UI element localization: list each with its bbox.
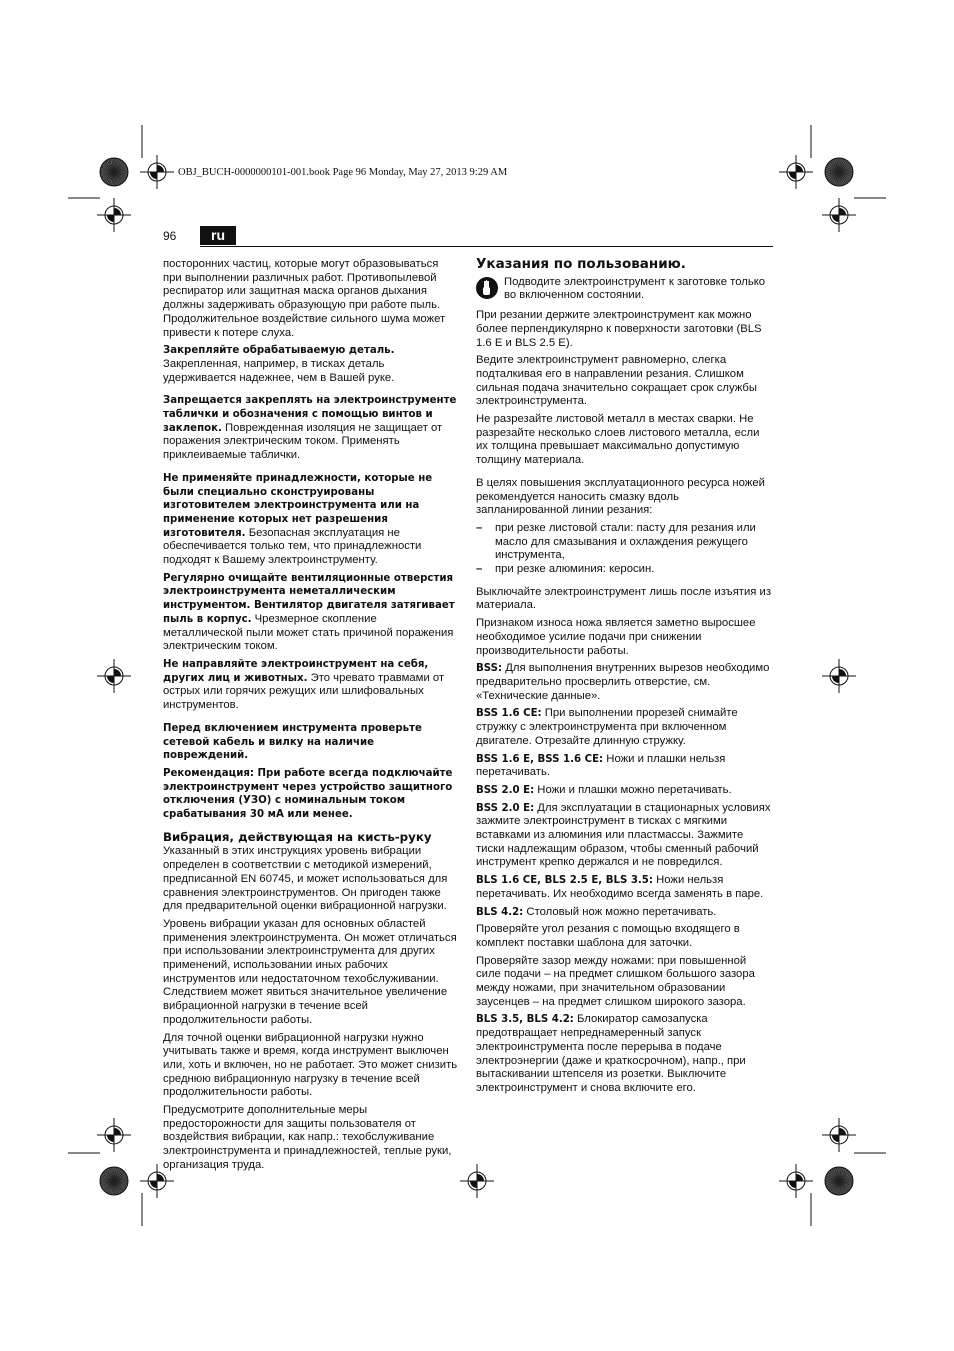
paragraph: BSS: Для выполнения внутренних вырезов необходимо предварительно просверлить отверстие, см. «Технические данные».	[476, 662, 770, 702]
paragraph: BSS 2.0 E: Ножи и плашки можно перетачивать.	[476, 783, 732, 796]
safety-note-text: Подводите электроинструмент к заготовке только во включенном состоянии.	[504, 275, 766, 302]
paragraph: BSS 1.6 CE: При выполнении прорезей снимайте стружку с электроинструмента при включенном двигателе. Отрезайте длинную стружку.	[476, 707, 738, 747]
registration-target	[97, 1118, 131, 1152]
starburst-mark	[100, 158, 128, 186]
paragraph: BLS 4.2: Столовый нож можно перетачивать.	[476, 905, 717, 918]
language-tag: ru	[200, 226, 236, 245]
paragraph: Не применяйте принадлежности, которые не были специально сконструированы изготовителем электроинструмента или на применение которых нет разрешения изготовителя. Безопасная эксплуатация не обеспечивается только тем, что принадлежности подходят к Вашему электроинструменту.	[163, 472, 433, 567]
paragraph: BLS 1.6 CE, BLS 2.5 E, BLS 3.5: Ножи нельзя перетачивать. Их необходимо всегда заменять в паре.	[476, 874, 764, 900]
paragraph: Ведите электроинструмент равномерно, слегка подталкивая его в направлении резания. Слишком сильная подача значительно сокращает срок службы электроинструмента.	[476, 354, 757, 408]
registration-target	[140, 155, 174, 189]
page-number: 96	[163, 229, 177, 243]
lubrication-list	[476, 522, 774, 577]
safety-note	[476, 276, 774, 303]
paragraph: При резании держите электроинструмент как можно более перпендикулярно к поверхности заготовки (BLS 1.6 E и BLS 2.5 E).	[476, 309, 762, 349]
paragraph: BLS 3.5, BLS 4.2: Блокиратор самозапуска предотвращает непреднамеренный запуск электроинструмента после перерыва в подаче электроэнергии (даже и краткосрочном), напр., при вытаскивании штепселя из розетки. Выключите электроинструмент и снова включите его.	[476, 1013, 746, 1094]
paragraph: посторонних частиц, которые могут образовываться при выполнении различных работ. Противопылевой респиратор или защитная маска органов дыхания должны задерживать образующую при работе пыль. Продолжительное воздействие сильного шума может привести к потере слуха.	[163, 258, 446, 339]
paragraph: Перед включением инструмента проверьте сетевой кабель и вилку на наличие повреждений.	[163, 722, 422, 762]
list-item: – при резке листовой стали: пасту для резания или масло для смазывания и охлаждения режущего инструмента,	[476, 522, 774, 563]
paragraph: Выключайте электроинструмент лишь после изъятия из материала.	[476, 585, 772, 612]
right-column	[476, 258, 774, 1100]
paragraph: Регулярно очищайте вентиляционные отверстия электроинструмента неметаллическим инструментом. Вентилятор двигателя затягивает пыль в корпус. Чрезмерное скопление металлической пыли может стать причиной поражения электрическим током.	[163, 572, 455, 653]
registration-target	[779, 1164, 813, 1198]
registration-target	[822, 1118, 856, 1152]
paragraph: Уровень вибрации указан для основных областей применения электроинструмента. Он может отличаться при использовании электроинструмента для других применений, использовании иных рабочих инструментов или недостаточном техобслуживании. Следствием может явиться значительное увеличение вибрационной нагрузки в течение всей продолжительности работы.	[163, 917, 457, 1026]
starburst-mark	[100, 1167, 128, 1195]
registration-target	[822, 198, 856, 232]
registration-target	[460, 1164, 494, 1198]
section-heading-usage: Указания по пользованию.	[476, 256, 686, 272]
header-rule	[200, 246, 773, 247]
paragraph: Предусмотрите дополнительные меры предосторожности для защиты пользователя от воздействия вибрации, как напр.: техобслуживание электроинструмента и принадлежностей, теплые руки, организация труда.	[163, 1104, 452, 1171]
paragraph: BSS 1.6 E, BSS 1.6 CE: Ножи и плашки нельзя перетачивать.	[476, 752, 726, 779]
paragraph: В целях повышения эксплуатационного ресурса ножей рекомендуется наносить смазку вдоль запланированной линии резания:	[476, 476, 765, 517]
paragraph: Рекомендация: При работе всегда подключайте электроинструмент через устройство защитного отключения (УЗО) с номинальным током срабатывания 30 мА или менее.	[163, 767, 453, 821]
paragraph: Для точной оценки вибрационной нагрузки нужно учитывать также и время, когда инструмент выключен или, хоть и включен, но не работает. Это может снизить среднюю вибрационную нагрузку в течение всей продолжительности работы.	[163, 1031, 458, 1099]
hand-tool-icon	[476, 277, 498, 299]
registration-target	[779, 155, 813, 189]
paragraph: Проверяйте зазор между ножами: при повышенной силе подачи – на предмет слишком большого зазора между ножами, при значительном образовании заусенцев – на предмет слишком широкого зазора.	[476, 954, 755, 1008]
paragraph: Не направляйте электроинструмент на себя, других лиц и животных. Это чревато травмами от острых или горячих режущих или шлифовальных инструментов.	[163, 658, 445, 712]
file-info-header: OBJ_BUCH-0000000101-001.book Page 96 Monday, May 27, 2013 9:29 AM	[178, 167, 508, 178]
registration-target	[822, 659, 856, 693]
left-column	[163, 258, 459, 1177]
paragraph: Не разрезайте листовой металл в местах сварки. Не разрезайте несколько слоев листового металла, если их толщина превышает максимально допустимую толщину материала.	[476, 413, 760, 467]
paragraph: BSS 2.0 E: Для эксплуатации в стационарных условиях зажмите электроинструмент в тисках с мягкими вставками из алюминия или пластмассы. Зажмите тиски надлежащим образом, чтобы сменный рабочий инструмент крепко держался и не повредился.	[476, 801, 771, 869]
section-heading-vibration: Вибрация, действующая на кисть-руку	[163, 829, 432, 844]
starburst-mark	[825, 1167, 853, 1195]
paragraph: Указанный в этих инструкциях уровень вибрации определен в соответствии с методикой измерений, предписанной EN 60745, и может использоваться для сравнения электроинструментов. Он пригоден также для предварительной оценки вибрационной нагрузки.	[163, 845, 448, 913]
paragraph: Признаком износа ножа является заметно выросшее необходимое усилие подачи при снижении производительности работы.	[476, 617, 756, 657]
registration-target	[97, 659, 131, 693]
registration-target	[97, 198, 131, 232]
paragraph: Проверяйте угол резания с помощью входящего в комплект поставки шаблона для заточки.	[476, 923, 740, 949]
list-item: – при резке алюминия: керосин.	[476, 563, 774, 577]
starburst-mark	[825, 158, 853, 186]
paragraph: Закрепляйте обрабатываемую деталь. Закрепленная, например, в тисках деталь удерживается надежнее, чем в Вашей руке.	[163, 345, 395, 384]
paragraph: Запрещается закреплять на электроинструменте таблички и обозначения с помощью винтов и заклепок. Поврежденная изоляция не защищает от поражения электрическим током. Применять приклеиваемые таблички.	[163, 395, 457, 462]
